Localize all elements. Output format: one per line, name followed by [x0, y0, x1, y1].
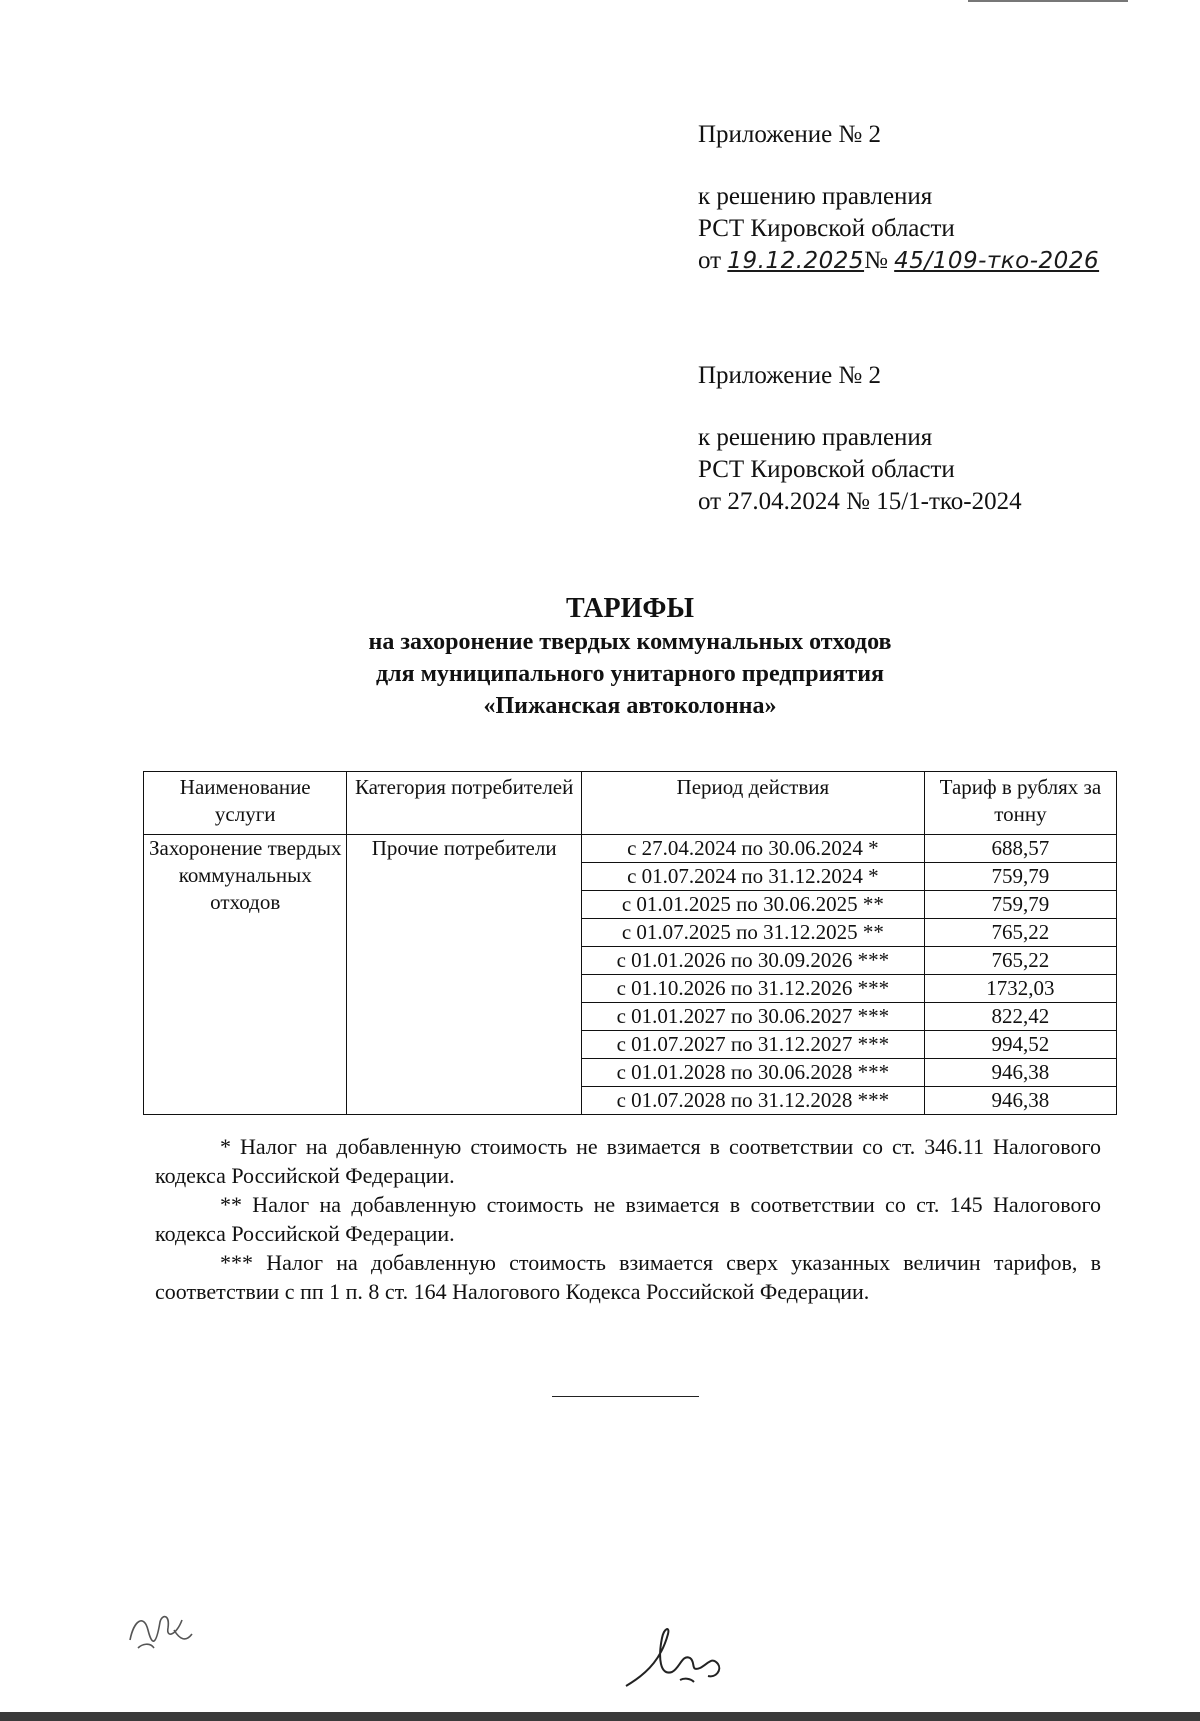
footnote-1: * Налог на добавленную стоимость не взимается в соответствии со ст. 346.11 Налогового кодекса Российской Федерации. [155, 1134, 1101, 1188]
table-row [144, 835, 1117, 863]
end-separator-rule [552, 1396, 699, 1397]
period-cell: с 01.07.2024 по 31.12.2024 * [581, 863, 924, 891]
top-edge-rule [968, 0, 1128, 2]
header-category: Категория потребителей [347, 772, 581, 835]
tariff-cell: 759,79 [924, 863, 1116, 891]
period-cell: с 01.07.2028 по 31.12.2028 *** [581, 1087, 924, 1115]
amendment-from-prefix: от [698, 247, 722, 274]
amendment-line2: РСТ Кировской области [698, 215, 955, 242]
period-cell: с 01.01.2026 по 30.09.2026 *** [581, 947, 924, 975]
footnote-2: ** Налог на добавленную стоимость не взимается в соответствии со ст. 145 Налогового кодекса Российской Федерации. [155, 1192, 1101, 1246]
period-cell: с 01.10.2026 по 31.12.2026 *** [581, 975, 924, 1003]
amendment-date-line [698, 245, 1099, 277]
original-line2: РСТ Кировской области [698, 456, 955, 483]
amendment-heading: Приложение № 2 [698, 121, 882, 148]
tariff-cell: 1732,03 [924, 975, 1116, 1003]
period-cell: с 01.07.2025 по 31.12.2025 ** [581, 919, 924, 947]
original-line3: от 27.04.2024 № 15/1-тко-2024 [698, 488, 1022, 515]
tariff-cell: 822,42 [924, 1003, 1116, 1031]
title-line1: на захоронение твердых коммунальных отходов [368, 629, 892, 655]
number-sign: № [864, 247, 888, 274]
period-cell: с 27.04.2024 по 30.06.2024 * [581, 835, 924, 863]
header-period: Период действия [581, 772, 924, 835]
amendment-line1: к решению правления [698, 183, 933, 210]
scan-bottom-edge [0, 1712, 1200, 1721]
tariff-cell: 765,22 [924, 919, 1116, 947]
title-main: ТАРИФЫ [566, 593, 694, 624]
period-cell: с 01.01.2028 по 30.06.2028 *** [581, 1059, 924, 1087]
document-title [0, 592, 1200, 722]
period-cell: с 01.01.2025 по 30.06.2025 ** [581, 891, 924, 919]
tariff-cell: 946,38 [924, 1087, 1116, 1115]
tariff-cell: 688,57 [924, 835, 1116, 863]
original-line1: к решению правления [698, 424, 933, 451]
handwritten-number: 45/109-тко-2026 [894, 248, 1100, 274]
service-name-cell: Захоронение твердых коммунальных отходов [144, 835, 347, 1115]
amendment-annex-block [698, 119, 1099, 277]
original-heading: Приложение № 2 [698, 362, 882, 389]
initials-mark [120, 1600, 200, 1660]
header-service: Наименование услуги [144, 772, 347, 835]
table-header-row [144, 772, 1117, 835]
title-line3: «Пижанская автоколонна» [483, 693, 777, 719]
title-line2: для муниципального унитарного предприятия [375, 661, 885, 687]
period-cell: с 01.01.2027 по 30.06.2027 *** [581, 1003, 924, 1031]
category-cell: Прочие потребители [347, 835, 581, 1115]
handwritten-date: 19.12.2025 [727, 248, 865, 274]
header-tariff: Тариф в рублях за тонну [924, 772, 1116, 835]
tariffs-table [143, 771, 1117, 1115]
signature-mark [620, 1620, 730, 1695]
tariff-cell: 946,38 [924, 1059, 1116, 1087]
footnotes [155, 1132, 1101, 1306]
footnote-3: *** Налог на добавленную стоимость взимается сверх указанных величин тарифов, в соответствии с пп 1 п. 8 ст. 164 Налогового Кодекса Российской Федерации. [155, 1250, 1101, 1304]
original-annex-block [698, 360, 1022, 518]
tariff-cell: 759,79 [924, 891, 1116, 919]
tariff-cell: 765,22 [924, 947, 1116, 975]
period-cell: с 01.07.2027 по 31.12.2027 *** [581, 1031, 924, 1059]
tariff-cell: 994,52 [924, 1031, 1116, 1059]
